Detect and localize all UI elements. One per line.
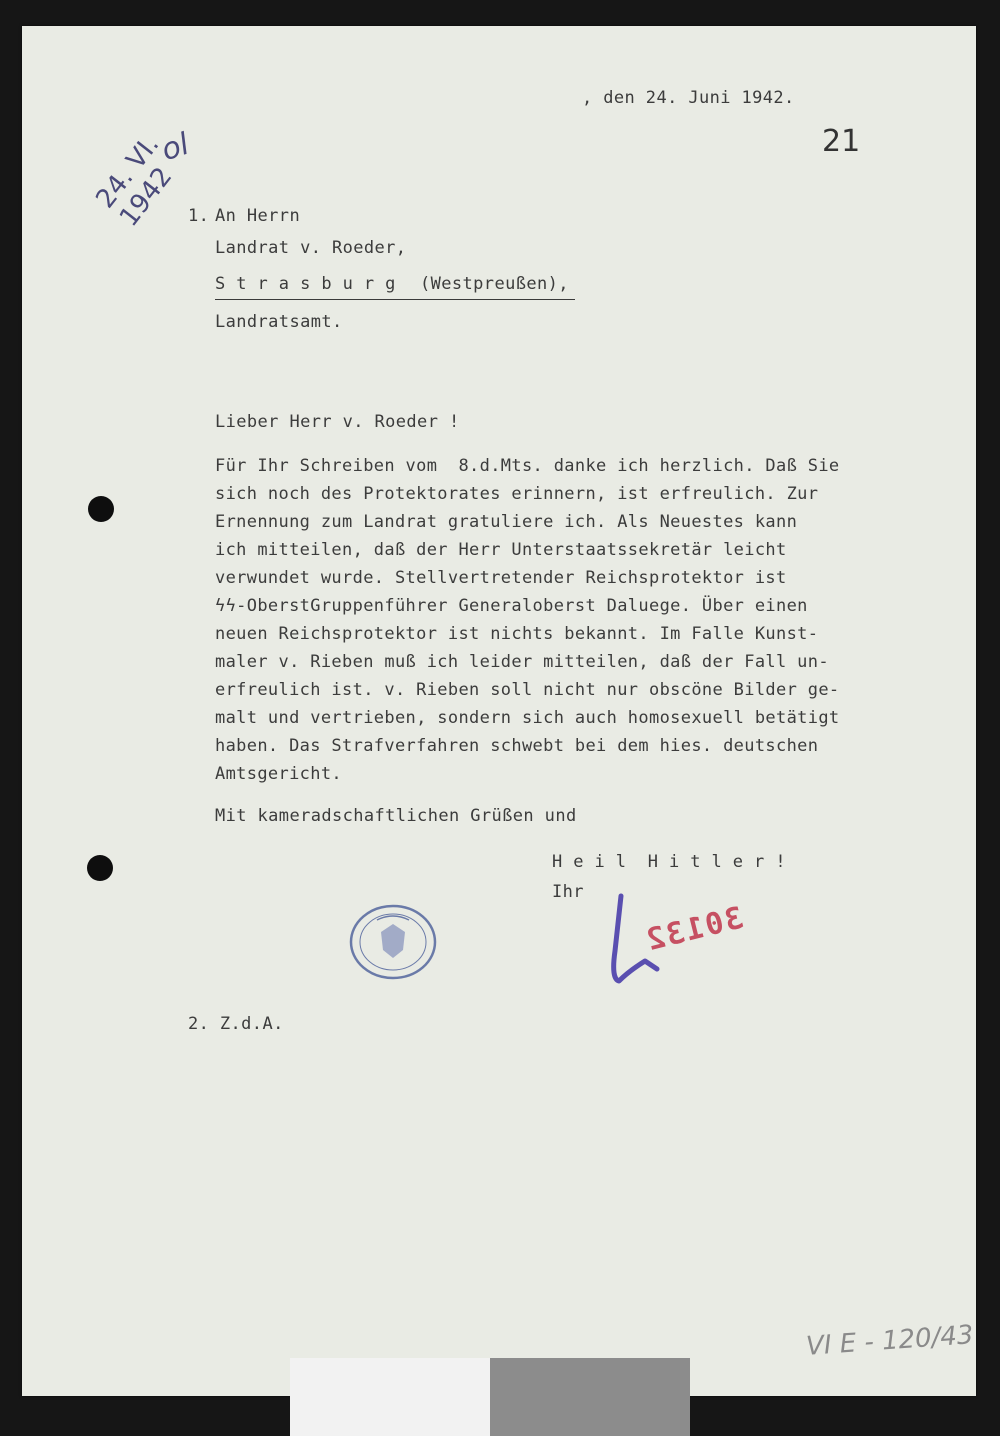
body-line: neuen Reichsprotektor ist nichts bekannt. Im Falle Kunst- [215, 624, 819, 644]
red-registry-stamp: 30132 [641, 900, 748, 959]
calibration-white [290, 1358, 490, 1436]
body-line: malt und vertrieben, sondern sich auch homosexuell betätigt [215, 708, 840, 728]
page-number: 21 [822, 124, 861, 159]
address-line-2: Landrat v. Roeder, [215, 238, 407, 258]
address-city: S t r a s b u r g [215, 274, 396, 294]
body-line: ich mitteilen, daß der Herr Unterstaatssekretär leicht [215, 540, 787, 560]
document-page [22, 26, 976, 1396]
item-number-1: 1. [188, 206, 210, 226]
body-line: sich noch des Protektorates erinnern, ist erfreulich. Zur [215, 484, 819, 504]
address-line-4: Landratsamt. [215, 312, 343, 332]
body-line: ϟϟ-OberstGruppenführer Generaloberst Daluege. Über einen [215, 596, 808, 616]
margin-date-note: 24. VI. 1942 [90, 129, 179, 233]
calibration-gray [490, 1358, 690, 1436]
item-number-2: 2. Z.d.A. [188, 1014, 284, 1034]
body-line: Für Ihr Schreiben vom 8.d.Mts. danke ich herzlich. Daß Sie [215, 456, 840, 476]
office-seal-stamp [347, 902, 439, 982]
salutation: Lieber Herr v. Roeder ! [215, 412, 460, 432]
body-line: erfreulich ist. v. Rieben soll nicht nur obscöne Bilder ge- [215, 680, 840, 700]
address-region: (Westpreußen), [420, 274, 569, 294]
body-line: maler v. Rieben muß ich leider mitteilen, daß der Fall un- [215, 652, 829, 672]
address-line-1: An Herrn [215, 206, 301, 226]
body-line: Amtsgericht. [215, 764, 343, 784]
margin-initial: ol [157, 126, 194, 169]
punch-hole-upper [88, 496, 114, 522]
closing-line: Mit kameradschaftlichen Grüßen und [215, 806, 577, 826]
letter-date: , den 24. Juni 1942. [582, 88, 795, 108]
archive-reference: VI E - 120/43 [805, 1320, 975, 1362]
body-line: haben. Das Strafverfahren schwebt bei dem hies. deutschen [215, 736, 819, 756]
signoff-greeting: H e i l H i t l e r ! [552, 852, 786, 872]
body-line: Ernennung zum Landrat gratuliere ich. Als Neuestes kann [215, 512, 798, 532]
punch-hole-lower [87, 855, 113, 881]
address-underline [215, 299, 575, 300]
body-line: verwundet wurde. Stellvertretender Reichsprotektor ist [215, 568, 787, 588]
signoff-yours: Ihr [552, 882, 584, 902]
